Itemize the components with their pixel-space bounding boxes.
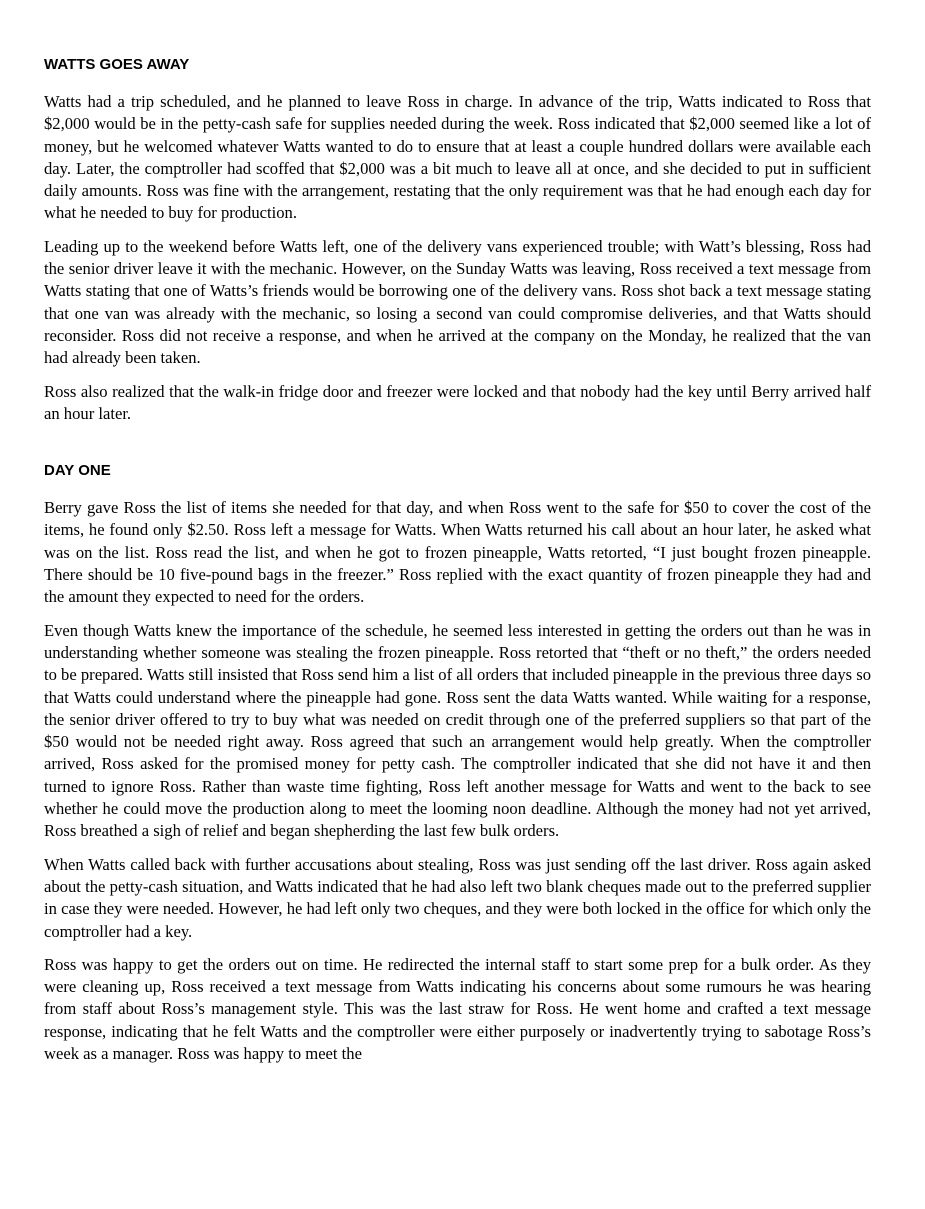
paragraph: Leading up to the weekend before Watts left, one of the delivery vans experienced trouble; with Watt’s blessing, Ross had the senior driver leave it with the mechanic. However, on the Sunday Watts was leaving, Ross received a text message from Watts stating that one of Watts’s friends would be borrowing one of the delivery vans. Ross shot back a text message stating that one van was already with the mechanic, so losing a second van could compromise deliveries, and that Watts should reconsider. Ross did not receive a response, and when he arrived at the company on the Monday, he realized that the van had already been taken. xyxy=(44,236,871,368)
section-heading-watts-goes-away: WATTS GOES AWAY xyxy=(44,56,190,73)
section-heading-day-one: DAY ONE xyxy=(44,462,111,480)
paragraph: Even though Watts knew the importance of the schedule, he seemed less interested in getting the orders out than he was in understanding whether someone was stealing the frozen pineapple. Ross retorted that “theft or no theft,” the orders needed to be prepared. Watts still insisted that Ross send him a list of all orders that included pineapple in the previous three days so that Watts could understand where the pineapple had gone. Ross sent the data Watts wanted. While waiting for a response, the senior driver offered to try to buy what was needed on credit through one of the preferred suppliers so that part of the $50 would not be needed right away. Ross agreed that such an arrangement would help greatly. When the comptroller arrived, Ross asked for the promised money for petty cash. The comptroller indicated that she did not have it and then turned to ignore Ross. Rather than waste time fighting, Ross left another message for Watts and went to the back to see whether he could move the production along to meet the looming noon deadline. Although the money had not yet arrived, Ross breathed a sigh of relief and began shepherding the last few bulk orders. xyxy=(44,620,871,841)
paragraph: Ross also realized that the walk-in fridge door and freezer were locked and that nobody had the key until Berry arrived half an hour later. xyxy=(44,381,871,423)
document-page xyxy=(44,56,871,1076)
paragraph: Berry gave Ross the list of items she needed for that day, and when Ross went to the safe for $50 to cover the cost of the items, he found only $2.50. Ross left a message for Watts. When Watts returned his call about an hour later, he asked what was on the list. Ross read the list, and when he got to frozen pineapple, Watts retorted, “I just bought frozen pineapple. There should be 10 five-pound bags in the freezer.” Ross replied with the exact quantity of frozen pineapple they had and the amount they expected to need for the orders. xyxy=(44,498,871,607)
paragraph: When Watts called back with further accusations about stealing, Ross was just sending off the last driver. Ross again asked about the petty-cash situation, and Watts indicated that he had also left two blank cheques made out to the preferred supplier in case they were needed. However, he had left only two cheques, and they were both locked in the office for which only the comptroller had a key. xyxy=(44,854,871,941)
paragraph: Ross was happy to get the orders out on time. He redirected the internal staff to start some prep for a bulk order. As they were cleaning up, Ross received a text message from Watts indicating his concerns about some rumours he was hearing from staff about Ross’s management style. This was the last straw for Ross. He went home and crafted a text message response, indicating that he felt Watts and the comptroller were either purposely or inadvertently trying to sabotage Ross’s week as a manager. Ross was happy to meet the xyxy=(44,954,871,1063)
paragraph: Watts had a trip scheduled, and he planned to leave Ross in charge. In advance of the trip, Watts indicated to Ross that $2,000 would be in the petty-cash safe for supplies needed during the week. Ross indicated that $2,000 seemed like a lot of money, but he welcomed whatever Watts wanted to do to ensure that at least a couple hundred dollars were available each day. Later, the comptroller had scoffed that $2,000 was a bit much to leave all at once, and she decided to put in sufficient daily amounts. Ross was fine with the arrangement, restating that the only requirement was that he had enough each day for what he needed to buy for production. xyxy=(44,92,871,223)
